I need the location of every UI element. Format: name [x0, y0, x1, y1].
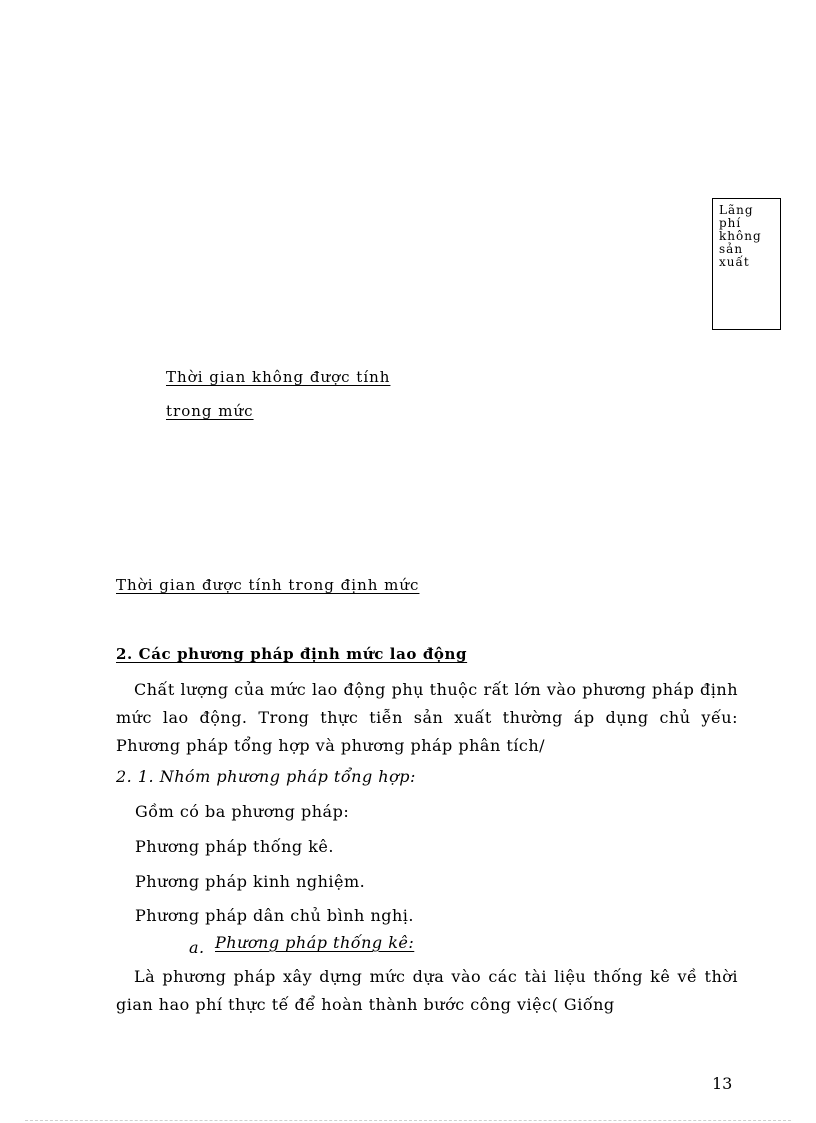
label-counted: Thời gian được tính trong định mức [116, 576, 420, 594]
method-item: Phương pháp dân chủ bình nghị. [135, 906, 414, 925]
label-not-counted-line2: trong mức [166, 402, 254, 420]
page-number: 13 [712, 1074, 733, 1093]
side-box-line: phí [719, 216, 742, 230]
intro-paragraph: Chất lượng của mức lao động phụ thuộc rất lớn vào phương pháp định mức lao động. Trong thực tiễn sản xuất thường áp dụng chủ yếu: Phương pháp tổng hợp và phương pháp phân tích/ [116, 680, 738, 755]
section-heading: 2. Các phương pháp định mức lao động [116, 645, 468, 663]
sub-a-marker: a. [189, 938, 205, 957]
subheading: 2. 1. Nhóm phương pháp tổng hợp: [116, 767, 416, 786]
side-box-line: không [719, 229, 762, 243]
side-box-line: xuất [719, 255, 750, 269]
sub-a-paragraph: Là phương pháp xây dựng mức dựa vào các tài liệu thống kê về thời gian hao phí thực tế để hoàn thành bước công việc( Giống [116, 967, 738, 1014]
side-box-wasted-time [712, 198, 781, 330]
side-box-line: sản [719, 242, 744, 256]
label-not-counted-line1: Thời gian không được tính [166, 368, 391, 386]
method-item: Phương pháp kinh nghiệm. [135, 872, 366, 891]
method-intro: Gồm có ba phương pháp: [135, 802, 350, 821]
method-item: Phương pháp thống kê. [135, 837, 334, 856]
sub-a-title: Phương pháp thống kê: [215, 933, 415, 952]
side-box-line: Lãng [719, 203, 754, 217]
page-bottom-divider [25, 1120, 791, 1121]
